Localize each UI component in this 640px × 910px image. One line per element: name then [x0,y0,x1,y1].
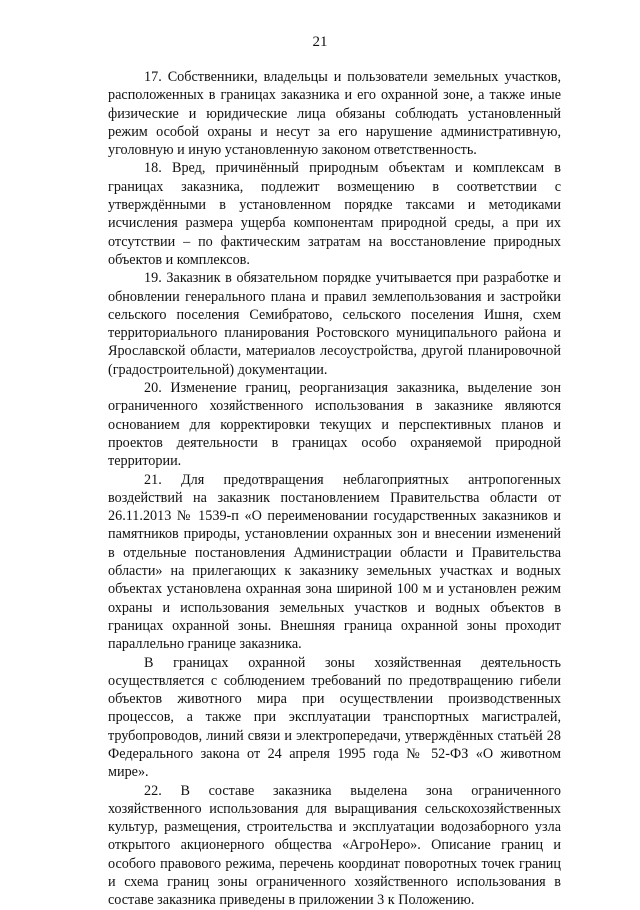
page-number: 21 [312,34,328,50]
paragraph-17: 17. Собственники, владельцы и пользователи земельных участков, расположенных в границах заказника и его охранной зоне, а также иные физические и юридические лица обязаны соблюдать установленный режим особой охраны и несут за его нарушение административную, уголовную и иную установленную законом ответственность. [108,69,561,159]
paragraph-22: 22. В составе заказника выделена зона ограниченного хозяйственного использования для выращивания сельскохозяйственных культур, размещения, строительства и эксплуатации водозаборного узла открытого акционерного общества «АгроНеро». Описание границ и особого правового режима, перечень координат поворотных точек границ и схема границ зоны ограниченного хозяйственного использования в составе заказника приведены в приложении 3 к Положению. [108,782,561,909]
paragraph-20: 20. Изменение границ, реорганизация заказника, выделение зон ограниченного хозяйственного использования в заказнике являются основанием для корректировки текущих и перспективных планов и проектов деятельности в границах особо охраняемой природной территории. [108,380,561,470]
paragraph-21-continued: В границах охранной зоны хозяйственная деятельность осуществляется с соблюдением требований по предотвращению гибели объектов животного мира при осуществлении производственных процессов, а также при эксплуатации транспортных магистралей, трубопроводов, линий связи и электропередачи, утверждённых статьёй 28 Федерального закона от 24 апреля 1995 года № 52-ФЗ «О животном мире». [108,654,561,781]
document-body [108,68,561,910]
paragraph-19: 19. Заказник в обязательном порядке учитывается при разработке и обновлении генерального плана и правил землепользования и застройки сельского поселения Семибратово, сельского поселения Ишня, схем территориального планирования Ростовского муниципального района и Ярославской области, материалов лесоустройства, другой планировочной (градостроительной) документации. [108,270,561,378]
paragraph-21: 21. Для предотвращения неблагоприятных антропогенных воздействий на заказник постановлением Правительства области от 26.11.2013 № 1539-п «О переименовании государственных заказников и памятников природы, установлении охранных зон и внесении изменений в отдельные постановления Администрации области и Правительства области» на прилегающих к заказнику земельных участках и водных объектах установлена охранная зона шириной 100 м и установлен режим охраны и использования земельных участков и водных объектов в границах охранной зоны. Внешняя граница охранной зоны проходит параллельно границе заказника. [108,471,561,653]
paragraph-18: 18. Вред, причинённый природным объектам и комплексам в границах заказника, подлежит возмещению в соответствии с утверждёнными в установленном порядке таксами и методиками исчисления размера ущерба компонентам природной среды, а при их отсутствии – по фактическим затратам на восстановление природных объектов и комплексов. [108,160,561,268]
